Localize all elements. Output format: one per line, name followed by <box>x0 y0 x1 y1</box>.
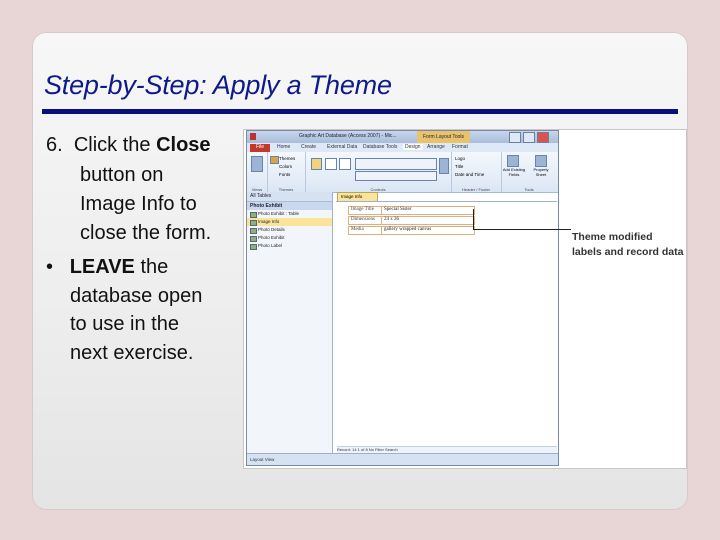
step-line-1 <box>46 130 211 160</box>
fonts-button[interactable]: Fonts <box>279 172 291 177</box>
ribbon <box>247 152 558 193</box>
property-sheet-button[interactable]: Property Sheet <box>533 167 549 177</box>
nav-header[interactable]: All Tables <box>247 192 332 202</box>
step-line-4: close the form. <box>80 222 212 244</box>
bullet-line-2: database open <box>70 285 203 307</box>
bullet-line-3: to use in the <box>70 313 179 335</box>
select-icon[interactable] <box>311 158 322 170</box>
tab-home[interactable]: Home <box>277 144 291 150</box>
bullet-bold-leave: LEAVE <box>69 256 135 278</box>
group-header-label: Header / Footer <box>461 187 490 192</box>
field-label: Dimensions <box>348 216 382 225</box>
field-value[interactable]: gallery wrapped canvas <box>381 226 475 235</box>
themes-button[interactable]: Themes <box>279 156 296 161</box>
nav-group[interactable]: Photo Exhibit <box>247 202 332 210</box>
nav-item-image-info[interactable]: Image Info <box>247 218 332 226</box>
bullet-line-1 <box>46 252 168 282</box>
close-window-button[interactable] <box>537 132 549 143</box>
insert-image-icon[interactable] <box>439 158 449 174</box>
callout-line-2: labels and record data <box>572 246 684 258</box>
step-line-3: Image Info to <box>80 193 197 215</box>
window-title: Graphic Art Database (Access 2007) - Mic... <box>299 133 397 139</box>
callout-leader-line <box>473 229 571 230</box>
nav-item-photo-label[interactable]: Photo Label <box>247 242 332 250</box>
group-themes-label: Themes <box>278 187 294 192</box>
access-app-icon <box>250 133 256 140</box>
tab-format[interactable]: Format <box>452 144 468 150</box>
field-label: Media <box>348 226 382 235</box>
title-button[interactable]: Title <box>455 164 464 169</box>
slide-title: Step-by-Step: Apply a Theme <box>44 70 392 100</box>
step-line-2: button on <box>80 164 164 186</box>
bullet-text: the <box>140 256 169 278</box>
field-label: Image Title <box>348 206 382 215</box>
group-tools <box>501 152 557 192</box>
textbox-icon[interactable] <box>325 158 337 170</box>
field-value[interactable]: Special Sister <box>381 206 475 215</box>
controls-gallery[interactable] <box>355 158 437 170</box>
step-bold-close: Close <box>156 134 211 156</box>
callout-leader-vertical <box>473 209 474 230</box>
ribbon-tabs <box>247 143 558 152</box>
add-fields-icon[interactable] <box>507 155 519 167</box>
nav-item-table[interactable]: Photo Exhibit : Table <box>247 210 332 218</box>
tab-arrange[interactable]: Arrange <box>427 144 445 150</box>
group-controls-label: Controls <box>370 187 386 192</box>
view-icon[interactable] <box>251 156 263 172</box>
maximize-button[interactable] <box>523 132 535 143</box>
step-number: 6. <box>46 134 63 156</box>
group-controls <box>305 152 452 192</box>
form-area <box>336 201 557 455</box>
step-text: Click the <box>73 134 151 156</box>
tab-external-data[interactable]: External Data <box>327 144 358 150</box>
form-tab-image-info[interactable]: Image Info <box>337 192 378 202</box>
form-tools-label: Form Layout Tools <box>417 131 470 143</box>
bullet-line-4: next exercise. <box>70 342 194 364</box>
themes-icon[interactable] <box>270 156 279 164</box>
access-window <box>246 130 559 466</box>
date-time-button[interactable]: Date and Time <box>455 172 485 177</box>
group-header-footer <box>451 152 502 192</box>
record-navigator[interactable]: Record: 14 1 of 8 No Filter Search <box>337 446 557 454</box>
navigation-pane <box>247 192 333 454</box>
controls-gallery-row2[interactable] <box>355 171 437 181</box>
bullet-dot: • <box>46 256 54 278</box>
callout-text <box>572 230 683 260</box>
property-sheet-icon[interactable] <box>535 155 547 167</box>
title-underline <box>42 109 678 114</box>
tab-design[interactable]: Design <box>405 144 421 150</box>
tab-file[interactable]: File <box>250 144 270 153</box>
group-views <box>247 152 268 192</box>
nav-item-photo-details[interactable]: Photo Details <box>247 226 332 234</box>
nav-item-photo-exhibit[interactable]: Photo Exhibit <box>247 234 332 242</box>
group-views-label: Views <box>251 187 263 192</box>
group-tools-label: Tools <box>524 187 534 192</box>
tab-database-tools[interactable]: Database Tools <box>363 144 398 150</box>
logo-button[interactable]: Logo <box>455 156 466 161</box>
add-fields-button[interactable]: Add Existing Fields <box>502 167 526 177</box>
status-bar <box>247 453 558 465</box>
field-value[interactable]: 24 x 36 <box>381 216 475 225</box>
label-icon[interactable] <box>339 158 351 170</box>
minimize-button[interactable] <box>509 132 521 143</box>
window-titlebar <box>247 131 558 143</box>
status-text: Layout View <box>250 457 275 462</box>
callout-line-1: Theme modified <box>572 231 653 243</box>
group-themes <box>267 152 306 192</box>
tab-create[interactable]: Create <box>301 144 317 150</box>
colors-button[interactable]: Colors <box>279 164 293 169</box>
